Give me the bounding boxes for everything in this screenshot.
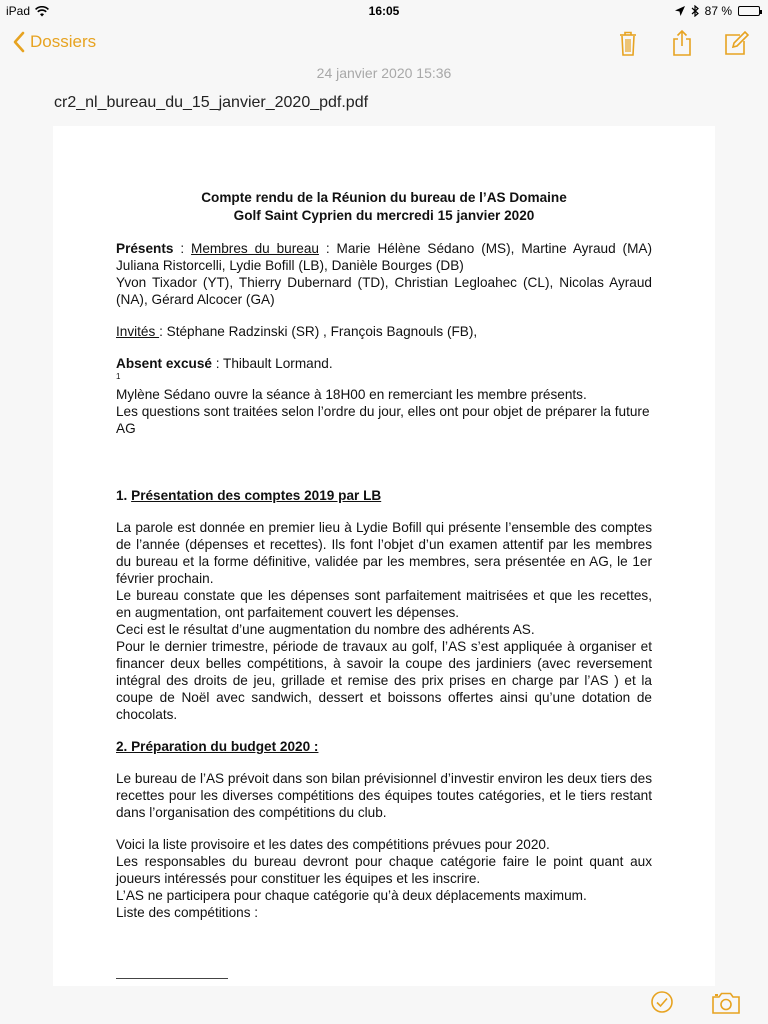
section-2-paragraph-1: Le bureau de l’AS prévoit dans son bilan prévisionnel d’investir environ les deux tiers des recettes pour les diverses compétitions des équipes toutes catégories, et le tiers restant dans l’organisation des compétitions du club. bbox=[116, 771, 652, 820]
footnote-mark: 1 bbox=[116, 372, 121, 381]
section-2-paragraph-5: Liste des compétitions : bbox=[116, 905, 259, 920]
battery-percent: 87 % bbox=[704, 4, 732, 18]
presents-colon: : bbox=[173, 241, 192, 256]
members-list-continued: Yvon Tixador (YT), Thierry Dubernard (TD), Christian Legloahec (CL), Nicolas Ayraud (NA), Gérard Alcocer (GA) bbox=[116, 275, 652, 307]
invites-list: : Stéphane Radzinski (SR) , François Bagnouls (FB), bbox=[159, 324, 478, 339]
share-icon[interactable] bbox=[668, 28, 696, 58]
intro-line-2: Les questions sont traitées selon l’ordre du jour, elles ont pour objet de préparer la future AG bbox=[116, 404, 650, 436]
invites-paragraph bbox=[116, 323, 652, 340]
section-1-number: 1. bbox=[116, 488, 132, 503]
absent-label: Absent excusé bbox=[116, 356, 212, 371]
chevron-left-icon bbox=[10, 30, 30, 54]
checklist-icon[interactable] bbox=[650, 990, 674, 1014]
section-2-heading: 2. Préparation du budget 2020 : bbox=[116, 739, 319, 754]
status-right bbox=[675, 4, 760, 18]
attachment-file-name[interactable]: cr2_nl_bureau_du_15_janvier_2020_pdf.pdf bbox=[54, 94, 369, 111]
note-date: 24 janvier 2020 15:36 bbox=[316, 65, 452, 81]
camera-icon[interactable] bbox=[710, 990, 742, 1016]
back-button-label: Dossiers bbox=[30, 32, 97, 51]
device-name: iPad bbox=[6, 4, 31, 18]
section-1-paragraph-1: La parole est donnée en premier lieu à Lydie Bofill qui présente l’ensemble des comptes de l’année (dépenses et recettes). Ils font l’objet d’un examen attentif par les membres du bureau et la forme définitive, validée par les membres, sera présentée en AG, le 1er février prochain. bbox=[116, 520, 652, 586]
absent-paragraph bbox=[116, 355, 652, 372]
invites-label: Invités bbox=[116, 324, 160, 339]
section-2-paragraph-3: Les responsables du bureau devront pour chaque catégorie faire le point quant aux joueurs intéressés pour constituer les équipes et les inscrire. bbox=[116, 854, 652, 886]
document-title-line-2: Golf Saint Cyprien du mercredi 15 janvier 2020 bbox=[233, 208, 535, 223]
section-1-paragraph-3: Ceci est le résultat d’une augmentation du nombre des adhérents AS. bbox=[116, 622, 535, 637]
bluetooth-icon bbox=[691, 5, 699, 17]
status-time: 16:05 bbox=[368, 4, 400, 18]
section-1-heading bbox=[116, 487, 652, 504]
battery-icon bbox=[738, 6, 760, 16]
location-arrow-icon bbox=[675, 6, 685, 16]
section-1-paragraph-2: Le bureau constate que les dépenses sont parfaitement maitrisées et que les recettes, en augmentation, ont parfaitement couvert les dépenses. bbox=[116, 588, 652, 620]
navigation-bar bbox=[0, 24, 768, 64]
nav-actions bbox=[614, 28, 750, 58]
members-label: Membres du bureau bbox=[191, 241, 319, 256]
section-2-paragraph-2: Voici la liste provisoire et les dates des compétitions prévues pour 2020. bbox=[116, 837, 550, 852]
pdf-page[interactable] bbox=[53, 126, 715, 986]
absent-name: : Thibault Lormand. bbox=[211, 356, 333, 371]
presents-label: Présents bbox=[116, 241, 174, 256]
attendees-paragraph bbox=[116, 240, 652, 274]
compose-icon[interactable] bbox=[722, 28, 750, 58]
section-2-paragraph-4: L’AS ne participera pour chaque catégorie qu’à deux déplacements maximum. bbox=[116, 888, 587, 903]
section-1-title: Présentation des comptes 2019 par LB bbox=[131, 488, 382, 503]
members-list: : Marie Hélène Sédano (MS), Martine Ayraud (MA) Juliana Ristorcelli, Lydie Bofill (LB), Danièle Bourges (DB) bbox=[116, 241, 652, 273]
back-button[interactable] bbox=[10, 30, 96, 54]
document-title-line-1: Compte rendu de la Réunion du bureau de l’AS Domaine bbox=[201, 190, 567, 205]
footnote-separator bbox=[116, 978, 228, 979]
intro-line-1: Mylène Sédano ouvre la séance à 18H00 en remerciant les membre présents. bbox=[116, 387, 587, 402]
trash-icon[interactable] bbox=[614, 28, 642, 58]
section-1-paragraph-4: Pour le dernier trimestre, période de travaux au golf, l’AS s’est appliquée à organiser et financer deux belles compétitions, à savoir la coupe des jardiniers (avec reversement intégral des droits de jeu, grillade et remise des prix prises en charge par l’AS ) et la coupe de Noël avec sandwich, dessert et boissons offertes ainsi qu’une dotation de chocolats. bbox=[116, 639, 652, 722]
pdf-content bbox=[116, 189, 652, 921]
status-bar bbox=[0, 0, 768, 22]
bottom-toolbar bbox=[0, 986, 768, 1024]
